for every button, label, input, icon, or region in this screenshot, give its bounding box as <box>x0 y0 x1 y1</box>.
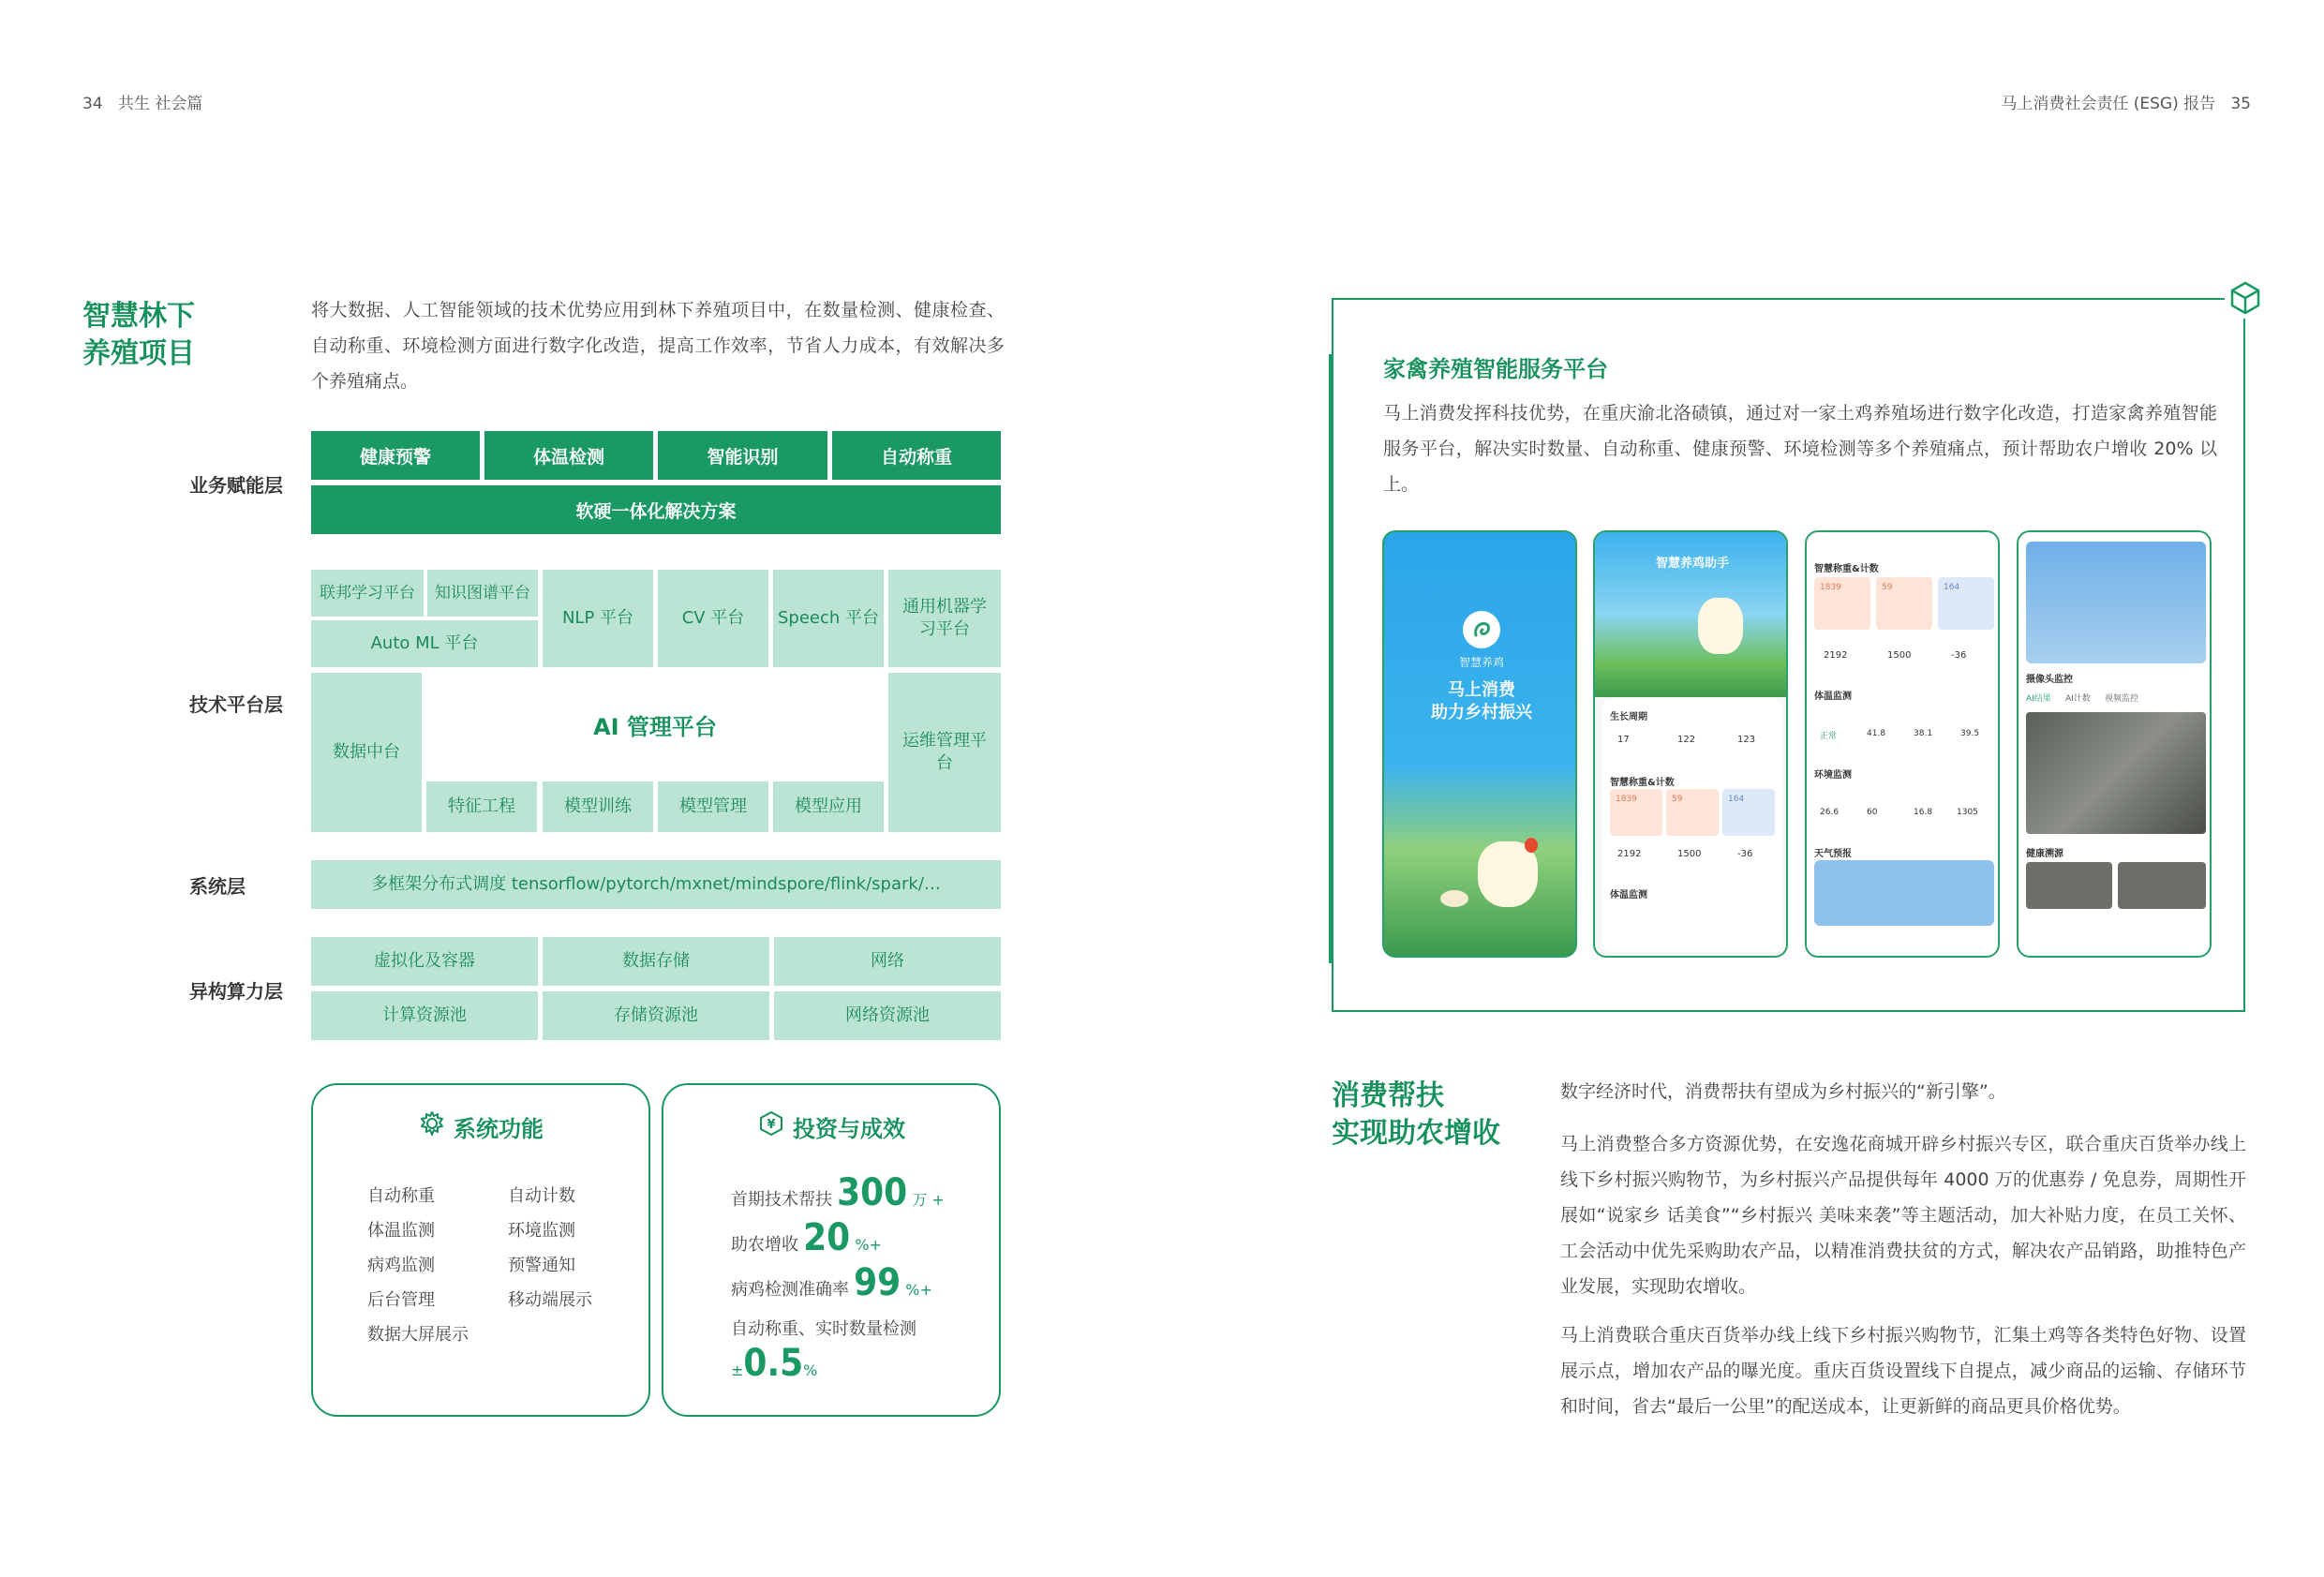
left-section-name: 共生 社会篇 <box>117 95 203 113</box>
stat-label: 首期技术帮扶 <box>731 1190 832 1210</box>
trace-thumbnail <box>2118 862 2206 909</box>
business-box-integrated-solution: 软硬一体化解决方案 <box>311 485 1001 534</box>
tech-nlp: NLP 平台 <box>543 570 653 667</box>
stat-value: 99 <box>854 1261 901 1304</box>
tech-cv: CV 平台 <box>658 570 768 667</box>
functions-card-title: 系统功能 <box>454 1115 544 1142</box>
paragraph-3: 马上消费联合重庆百货举办线上线下乡村振兴购物节，汇集土鸡等各类特色好物、设置展示点，增加农产品的曝光度。重庆百货设置线下自提点，减少商品的运输、存储环节和时间，省去“最后一公里”的配送成本，让更新鲜的商品更具价格优势。 <box>1560 1325 2246 1417</box>
intro-paragraph: 将大数据、人工智能领域的技术优势应用到林下养殖项目中，在数量检测、健康检查、自动称重、环境检测方面进行数字化改造，提高工作效率，节省人力成本，有效解决多个养殖痛点。 <box>311 300 1005 392</box>
growth-value: 123 <box>1737 735 1756 745</box>
functions-col2 <box>508 1179 592 1317</box>
gear-icon <box>418 1109 446 1143</box>
slogan-line1: 马上消费 <box>1448 680 1515 700</box>
weight-card <box>1814 577 1870 630</box>
function-item: 环境监测 <box>508 1221 575 1241</box>
tech-knowledge-graph: 知识图谱平台 <box>427 570 538 617</box>
section-title-line2: 实现助农增收 <box>1332 1117 1500 1150</box>
weight-card <box>1938 577 1994 630</box>
weather-banner <box>2026 542 2206 663</box>
right-page-number: 35 <box>2230 95 2251 113</box>
platform-title: 家禽养殖智能服务平台 <box>1383 356 1608 382</box>
functions-col1 <box>367 1179 469 1352</box>
right-page-header <box>2001 90 2251 113</box>
stat-prefix: ± <box>731 1361 744 1379</box>
camera-tab-ai-result[interactable]: AI结果 <box>2026 694 2051 704</box>
weight-value: 59 <box>1882 583 1893 592</box>
app-name: 智慧养鸡 <box>1458 656 1504 669</box>
weight-card <box>1722 789 1775 836</box>
weight-value: 164 <box>1944 583 1960 592</box>
slogan-line2: 助力乡村振兴 <box>1431 703 1532 722</box>
tech-ai-platform: AI 管理平台 <box>426 673 884 776</box>
app-logo-icon <box>1463 611 1500 648</box>
section-traceability: 健康溯源 <box>2026 849 2063 859</box>
paragraph-1: 数字经济时代，消费帮扶有望成为乡村振兴的“新引擎”。 <box>1560 1081 2006 1102</box>
stat-unit: %+ <box>905 1281 932 1299</box>
count-value: -36 <box>1951 650 1967 661</box>
compute-virtualization: 虚拟化及容器 <box>311 937 538 986</box>
weight-card <box>1876 577 1932 630</box>
tech-ops: 运维管理平台 <box>888 673 1001 832</box>
section-title-forest-farming <box>82 298 195 373</box>
env-value: 1305 <box>1957 808 1978 817</box>
layer-label-tech: 技术平台层 <box>189 693 283 716</box>
tech-model-management: 模型管理 <box>658 781 768 832</box>
business-box-recognition: 智能识别 <box>658 431 827 480</box>
function-item: 体温监测 <box>367 1221 435 1241</box>
layer-label-compute: 异构算力层 <box>189 980 283 1003</box>
phone-screenshot-weighing <box>1805 530 2000 958</box>
growth-value: 17 <box>1617 735 1630 745</box>
temp-value: 38.1 <box>1914 729 1933 738</box>
weight-value: 164 <box>1728 795 1745 804</box>
compute-data-storage: 数据存储 <box>543 937 769 986</box>
stat-value: 0.5 <box>743 1342 804 1385</box>
tech-federated: 联邦学习平台 <box>311 570 424 617</box>
stat-row-funding <box>731 1171 945 1214</box>
stat-label: 助农增收 <box>731 1235 798 1255</box>
function-item: 移动端展示 <box>508 1290 592 1310</box>
stat-row-income <box>731 1216 882 1259</box>
chicken-illustration <box>1698 598 1743 654</box>
yuan-icon <box>757 1109 785 1143</box>
count-value: 1500 <box>1677 849 1702 859</box>
function-item: 自动称重 <box>367 1186 435 1206</box>
functions-card-header <box>313 1109 648 1143</box>
assistant-title: 智慧养鸡助手 <box>1655 557 1729 571</box>
investment-results-card <box>662 1083 1001 1417</box>
stat-label: 自动称重、实时数量检测 <box>731 1319 916 1339</box>
camera-feed <box>2026 712 2206 834</box>
count-value: 1500 <box>1887 650 1912 661</box>
count-value: 2192 <box>1617 849 1642 859</box>
egg-illustration <box>1440 890 1468 907</box>
section-camera: 摄像头监控 <box>2026 675 2073 685</box>
temp-value: 正常 <box>1820 732 1838 741</box>
weather-panel <box>1814 860 1994 926</box>
left-page-header <box>82 90 202 113</box>
system-functions-card <box>311 1083 650 1417</box>
compute-storage-pool: 存储资源池 <box>543 991 769 1040</box>
count-value: -36 <box>1737 849 1753 859</box>
system-layer-box: 多框架分布式调度 tensorflow/pytorch/mxnet/mindspore/flink/spark/… <box>311 860 1001 909</box>
stat-label: 病鸡检测准确率 <box>731 1280 849 1300</box>
stat-value: 20 <box>803 1216 851 1259</box>
count-value: 2192 <box>1824 650 1848 661</box>
left-page-number: 34 <box>82 95 103 113</box>
tech-feature-engineering: 特征工程 <box>426 781 537 832</box>
tech-general-ml: 通用机器学习平台 <box>888 570 1001 667</box>
platform-box-accent-bar <box>1329 354 1333 963</box>
assistant-content <box>1602 699 1782 952</box>
business-box-health-warning: 健康预警 <box>311 431 480 480</box>
tech-data-center: 数据中台 <box>311 673 422 832</box>
stat-unit: 万 + <box>912 1191 945 1209</box>
paragraph-2: 马上消费整合多方资源优势，在安逸花商城开辟乡村振兴专区，联合重庆百货举办线上线下乡村振兴购物节，为乡村振兴产品提供每年 4000 万的优惠券 / 免息券，周期性开展如“说家乡 话美食”“乡村振兴 美味来袭”等主题活动，加大补贴力度，在员工关怀、工会活动中优先采购助农产品，以精准消费扶贫的方式，解决农产品销路，助推特色产业发展，实现助农增收。 <box>1560 1134 2246 1297</box>
stat-unit: %+ <box>855 1236 882 1254</box>
stat-value: 300 <box>837 1171 908 1214</box>
function-item: 数据大屏展示 <box>367 1325 469 1345</box>
function-item: 后台管理 <box>367 1290 435 1310</box>
compute-network: 网络 <box>774 937 1001 986</box>
tech-speech: Speech 平台 <box>773 570 884 667</box>
layer-label-system: 系统层 <box>189 875 246 898</box>
tech-model-application: 模型应用 <box>773 781 884 832</box>
section-temperature: 体温监测 <box>1814 692 1852 702</box>
section-weighing: 智慧称重&计数 <box>1610 778 1675 788</box>
report-name: 马上消费社会责任 (ESG) 报告 <box>2001 95 2216 113</box>
business-box-temperature: 体温检测 <box>484 431 653 480</box>
section-growth: 生长周期 <box>1610 712 1647 722</box>
compute-compute-pool: 计算资源池 <box>311 991 538 1040</box>
tech-automl: Auto ML 平台 <box>311 620 538 667</box>
stat-row-weighing <box>731 1316 916 1385</box>
platform-description: 马上消费发挥科技优势，在重庆渝北洛碛镇，通过对一家土鸡养殖场进行数字化改造，打造家禽养殖智能服务平台，解决实时数量、自动称重、健康预警、环境检测等多个养殖痛点，预计帮助农户增收 20% 以上。 <box>1383 403 2217 495</box>
weight-value: 59 <box>1672 795 1683 804</box>
weighing-title: 智慧称重&计数 <box>1814 564 1879 574</box>
invest-card-header <box>663 1109 999 1143</box>
section-environment: 环境监测 <box>1814 770 1852 781</box>
compute-network-pool: 网络资源池 <box>774 991 1001 1040</box>
camera-tab-ai-count[interactable]: AI计数 <box>2065 694 2091 704</box>
env-value: 16.8 <box>1914 808 1933 817</box>
env-value: 26.6 <box>1820 808 1840 817</box>
invest-card-title: 投资与成效 <box>793 1115 905 1142</box>
growth-value: 122 <box>1677 735 1696 745</box>
cube-icon <box>2225 277 2266 319</box>
section-title-line1: 消费帮扶 <box>1332 1079 1444 1112</box>
function-item: 自动计数 <box>508 1186 575 1206</box>
weight-card <box>1666 789 1719 836</box>
function-item: 预警通知 <box>508 1256 575 1275</box>
phone-screenshot-assistant <box>1593 530 1788 958</box>
weight-card <box>1610 789 1662 836</box>
weight-value: 1839 <box>1820 583 1841 592</box>
section-temperature: 体温监测 <box>1610 890 1647 900</box>
section-weather: 天气预报 <box>1814 849 1852 859</box>
weight-value: 1839 <box>1616 795 1637 804</box>
phone-screenshot-monitoring <box>2017 530 2212 958</box>
svg-text:¥: ¥ <box>767 1118 776 1132</box>
section-title-line1: 智慧林下 <box>82 300 195 333</box>
stat-row-accuracy <box>731 1261 932 1304</box>
stat-unit: % <box>803 1361 818 1379</box>
env-value: 60 <box>1867 808 1878 817</box>
camera-tab-video[interactable]: 视频监控 <box>2105 694 2139 704</box>
business-box-weighing: 自动称重 <box>832 431 1001 480</box>
layer-label-business: 业务赋能层 <box>189 474 283 497</box>
trace-thumbnail <box>2026 862 2112 909</box>
phone-screenshot-splash <box>1382 530 1577 958</box>
temp-value: 41.8 <box>1867 729 1886 738</box>
chicken-comb <box>1525 838 1538 853</box>
tech-model-training: 模型训练 <box>543 781 653 832</box>
section-title-consumption-support <box>1332 1078 1500 1153</box>
section-title-line2: 养殖项目 <box>82 337 195 370</box>
temp-value: 39.5 <box>1960 729 1980 738</box>
function-item: 病鸡监测 <box>367 1256 435 1275</box>
